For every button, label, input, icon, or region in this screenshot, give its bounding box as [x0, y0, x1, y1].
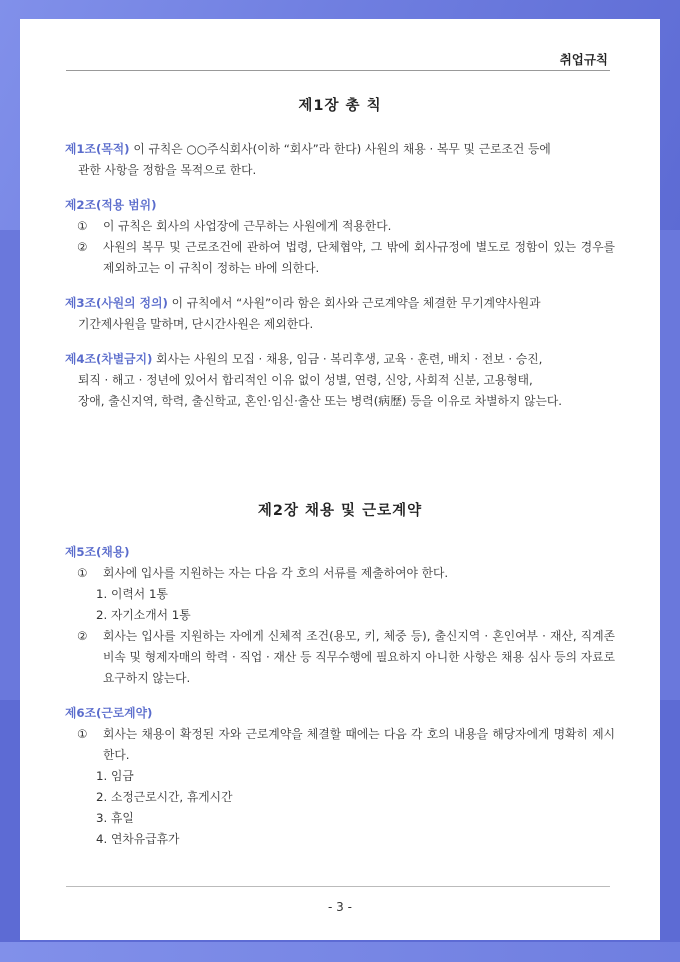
item-number: ① — [77, 727, 88, 741]
article-4-text-cont-2: 장애, 출신지역, 학력, 출신학교, 혼인·임신·출산 또는 병력(病歷) 등을 이유로 차별하지 않는다. — [78, 394, 563, 408]
article-1-text: 이 규칙은 ○○주식회사(이하 “회사”라 한다) 사원의 채용 · 복무 및 근로조건 등에 — [129, 142, 551, 156]
article-6-sub-3: 3. 휴일 — [96, 811, 134, 825]
article-3 — [65, 293, 615, 314]
article-5-sub-2: 2. 자기소개서 1통 — [96, 608, 191, 622]
article-6-item-1 — [65, 724, 615, 766]
item-text: 사원의 복무 및 근로조건에 관하여 법령, 단체협약, 그 밖에 회사규정에 별도로 정함이 있는 경우를 제외하고는 이 규칙이 정하는 바에 의한다. — [103, 240, 615, 275]
item-number: ② — [77, 240, 88, 254]
background-strip — [0, 942, 680, 962]
article-4 — [65, 349, 615, 370]
article-3-title: 제3조(사원의 정의) — [65, 296, 168, 310]
item-number: ② — [77, 629, 88, 643]
footer-rule — [66, 886, 610, 887]
chapter-1-title: 제1장 총 칙 — [298, 98, 382, 114]
chapter-2-title: 제2장 채용 및 근로계약 — [257, 503, 423, 519]
item-text: 회사는 입사를 지원하는 자에게 신체적 조건(용모, 키, 체중 등), 출신지역 · 혼인여부 · 재산, 직계존비속 및 형제자매의 학력 · 직업 · 재산 등 직무수행에 필요하지 아니한 사항은 채용 심사 등의 자료로 요구하지 않는다. — [103, 629, 615, 685]
document-page — [20, 19, 660, 940]
article-5-sub-1: 1. 이력서 1통 — [96, 587, 168, 601]
article-6-title: 제6조(근로계약) — [65, 706, 153, 720]
chapter-1-body — [65, 139, 615, 412]
article-1 — [65, 139, 615, 160]
article-5-title: 제5조(채용) — [65, 545, 130, 559]
article-4-text: 회사는 사원의 모집 · 채용, 임금 · 복리후생, 교육 · 훈련, 배치 · 전보 · 승진, — [152, 352, 543, 366]
header-rule — [66, 70, 610, 71]
item-number: ① — [77, 566, 88, 580]
article-6-sub-1: 1. 임금 — [96, 769, 134, 783]
article-5-item-1 — [65, 563, 615, 584]
article-6-sub-2: 2. 소정근로시간, 휴게시간 — [96, 790, 233, 804]
chapter-2-body — [65, 542, 615, 850]
article-1-title: 제1조(목적) — [65, 142, 130, 156]
item-text: 회사는 채용이 확정된 자와 근로계약을 체결할 때에는 다음 각 호의 내용을 해당자에게 명확히 제시한다. — [103, 727, 615, 762]
article-3-text: 이 규칙에서 “사원”이라 함은 회사와 근로계약을 체결한 무기계약사원과 — [167, 296, 541, 310]
article-4-text-cont-1: 퇴직 · 해고 · 정년에 있어서 합리적인 이유 없이 성별, 연령, 신앙, 사회적 신분, 고용형태, — [78, 373, 533, 387]
item-text: 회사에 입사를 지원하는 자는 다음 각 호의 서류를 제출하여야 한다. — [103, 566, 449, 580]
article-2-title: 제2조(적용 범위) — [65, 198, 157, 212]
article-4-title: 제4조(차별금지) — [65, 352, 153, 366]
running-header: 취업규칙 — [559, 52, 608, 67]
article-6-sub-4: 4. 연차유급휴가 — [96, 832, 180, 846]
page-number: - 3 - — [328, 900, 352, 914]
item-text: 이 규칙은 회사의 사업장에 근무하는 사원에게 적용한다. — [103, 219, 392, 233]
article-2-item-2 — [65, 237, 615, 279]
article-5-item-2 — [65, 626, 615, 689]
article-3-text-cont: 기간제사원을 말하며, 단시간사원은 제외한다. — [78, 317, 314, 331]
item-number: ① — [77, 219, 88, 233]
article-1-text-cont: 관한 사항을 정함을 목적으로 한다. — [78, 163, 257, 177]
article-2-item-1 — [65, 216, 615, 237]
